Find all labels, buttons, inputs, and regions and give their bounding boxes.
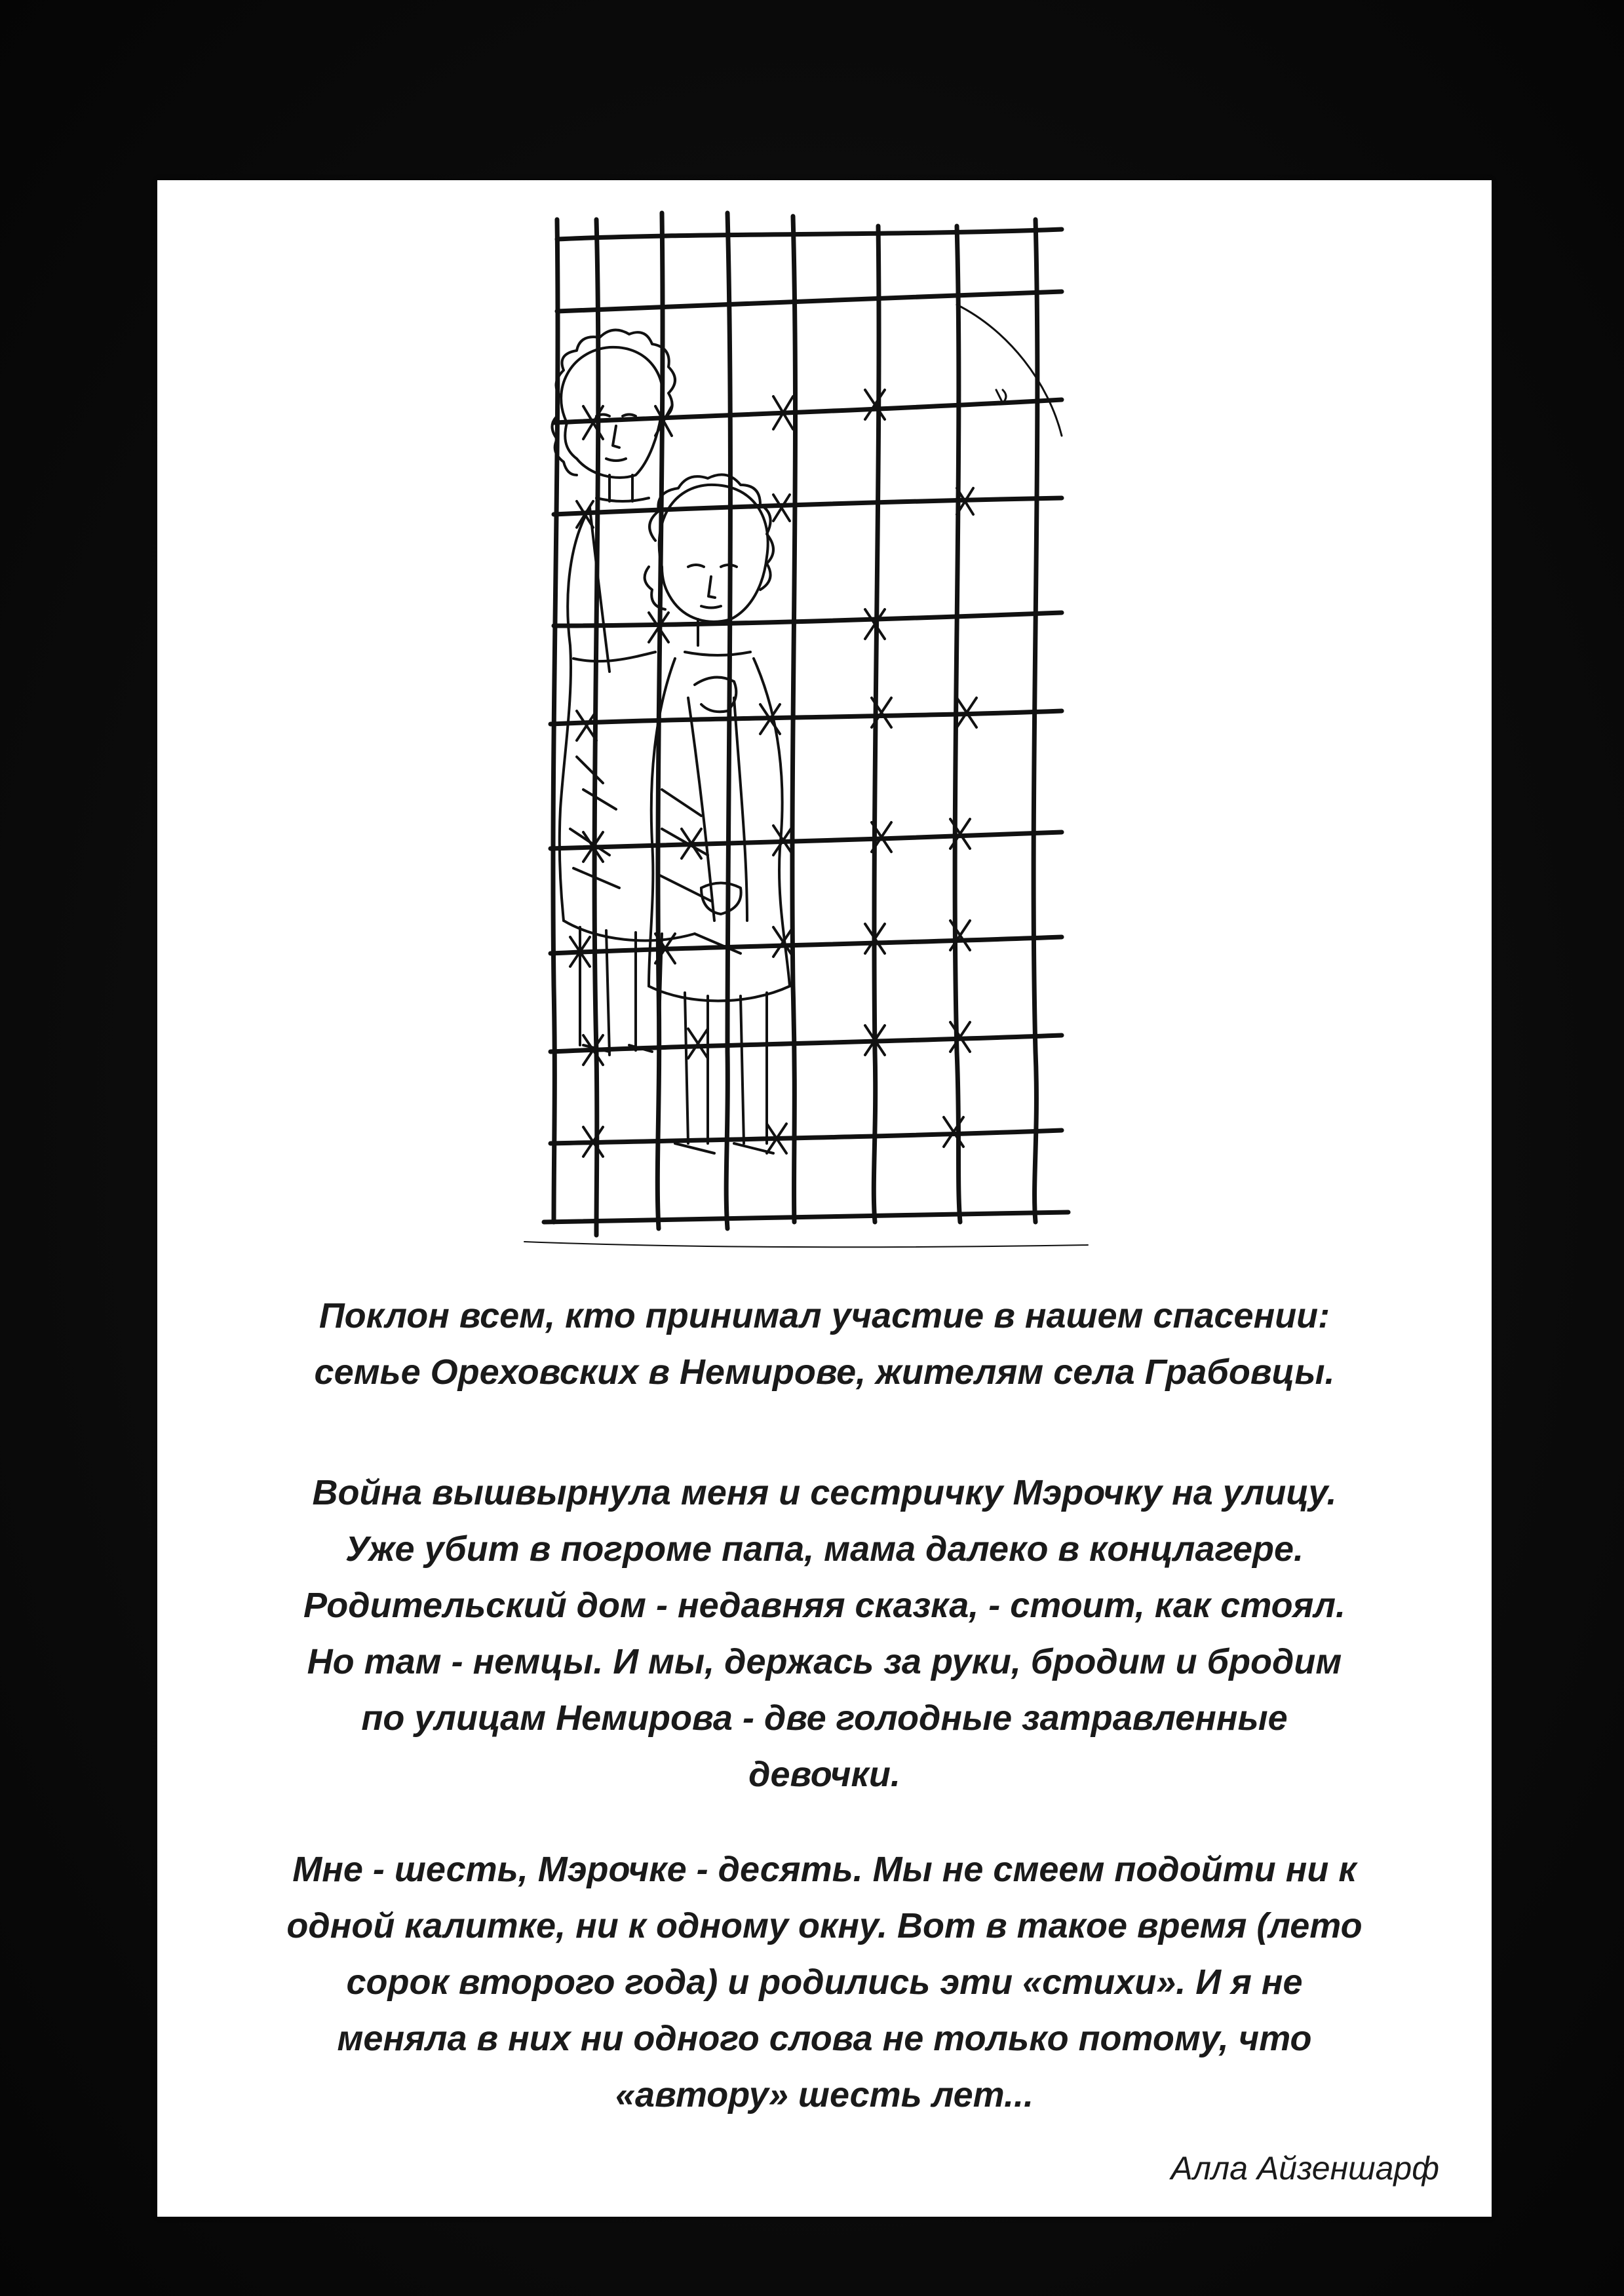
text-line: девочки. <box>748 1755 900 1794</box>
illustration-barbed-wire-girls <box>498 200 1127 1261</box>
barbed-wires <box>544 229 1068 1222</box>
older-girl-figure <box>552 330 695 1055</box>
arc-mark <box>957 305 1062 436</box>
text-line: меняла в них ни одного слова не только потому, что <box>337 2019 1312 2058</box>
text-line: Поклон всем, кто принимал участие в нашем спасении: <box>319 1296 1330 1335</box>
war-story-paragraph <box>184 1464 1465 1803</box>
gratitude-paragraph <box>184 1288 1465 1400</box>
text-line: семье Ореховских в Немирове, жителям села Грабовцы. <box>314 1352 1335 1392</box>
text-line: «автору» шесть лет... <box>615 2075 1034 2114</box>
text-line: Уже убит в погроме папа, мама далеко в концлагере. <box>345 1529 1304 1569</box>
text-line: Война вышвырнула меня и сестричку Мэрочку на улицу. <box>312 1473 1337 1512</box>
sketch-svg <box>498 200 1127 1261</box>
text-line: Но там - немцы. И мы, держась за руки, бродим и бродим <box>307 1642 1342 1681</box>
author-signature: Алла Айзеншарф <box>1170 2150 1439 2187</box>
document-page <box>157 180 1492 2217</box>
younger-girl-figure <box>645 474 790 1153</box>
text-line: Родительский дом - недавняя сказка, - стоит, как стоял. <box>303 1586 1345 1625</box>
origin-of-poems-paragraph <box>184 1841 1465 2123</box>
fence-posts <box>553 213 1037 1235</box>
text-line: одной калитке, ни к одному окну. Вот в такое время (лето <box>286 1906 1363 1945</box>
text-line: сорок второго года) и родились эти «стихи». И я не <box>346 1962 1303 2002</box>
text-line: Мне - шесть, Мэрочке - десять. Мы не смеем подойти ни к <box>292 1850 1357 1889</box>
text-line: по улицам Немирова - две голодные затравленные <box>361 1698 1288 1738</box>
